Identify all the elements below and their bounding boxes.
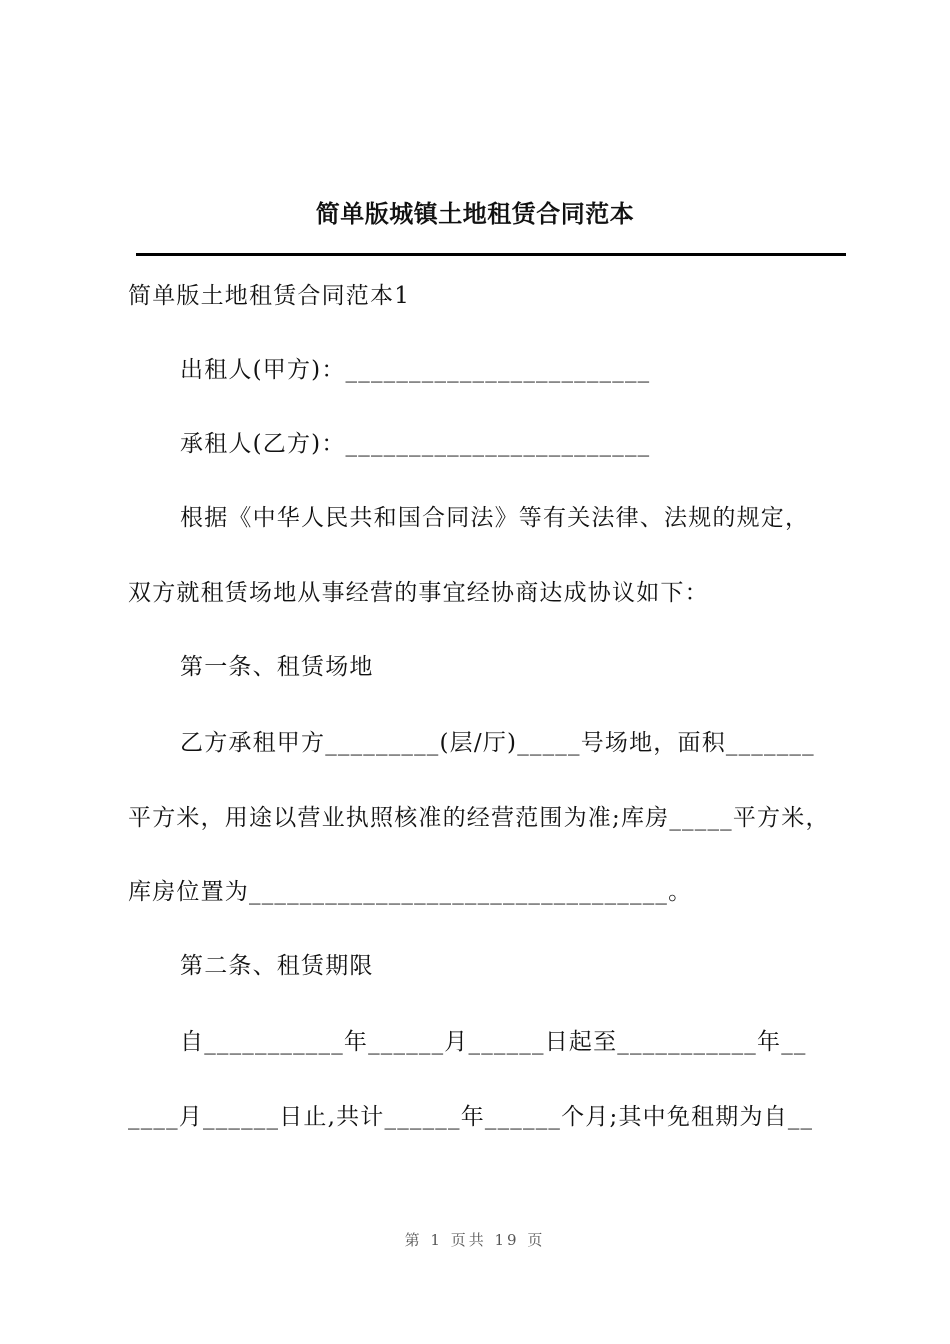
preamble-line-2: 双方就租赁场地从事经营的事宜经协商达成协议如下： <box>128 580 709 606</box>
article-1-line-1: 乙方承租甲方_________(层/厅)_____号场地，面积_______ <box>180 730 815 756</box>
lessee-line: 承租人(乙方)：________________________ <box>180 431 651 457</box>
article-1-heading: 第一条、租赁场地 <box>180 654 374 680</box>
article-1-line-3: 库房位置为_________________________________。 <box>128 879 693 905</box>
preamble-line-1: 根据《中华人民共和国合同法》等有关法律、法规的规定， <box>180 505 810 531</box>
article-2-heading: 第二条、租赁期限 <box>180 953 374 979</box>
article-1-line-2: 平方米，用途以营业执照核准的经营范围为准;库房_____平方米， <box>128 805 830 831</box>
page-footer: 第 1 页共 19 页 <box>404 1231 546 1249</box>
contract-heading: 简单版土地租赁合同范本1 <box>128 283 411 309</box>
article-2-line-1: 自___________年______月______日起至___________年__ <box>180 1029 807 1055</box>
title-rule <box>136 253 846 256</box>
article-2-line-2: ____月______日止,共计______年______个月;其中免租期为自__ <box>128 1104 814 1130</box>
document-title: 简单版城镇土地租赁合同范本 <box>315 199 635 228</box>
lessor-line: 出租人(甲方)：________________________ <box>180 357 651 383</box>
